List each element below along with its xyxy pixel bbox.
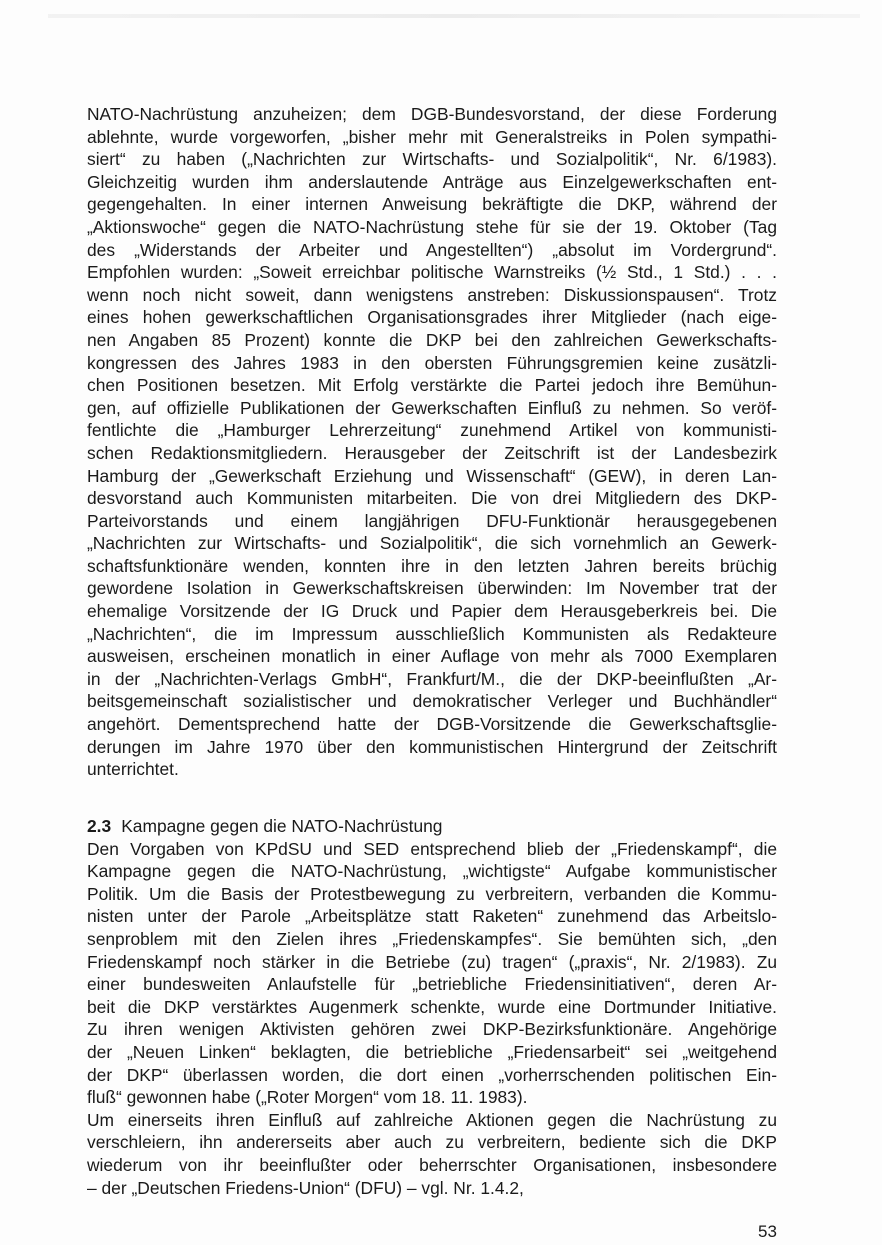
text-line: „Aktionswoche“ gegen die NATO-Nachrüstung stehe für sie der 19. Oktober (Tag — [87, 216, 777, 237]
section-heading — [87, 815, 777, 838]
section-title: Kampagne gegen die NATO-Nachrüstung — [121, 816, 443, 836]
text-line: ausweisen, erscheinen monatlich in einer Auflage von mehr als 7000 Exemplaren — [87, 646, 777, 667]
text-line: Gleichzeitig wurden ihm anderslautende Anträge aus Einzelgewerkschaften ent- — [87, 171, 777, 192]
text-line: Zu ihren wenigen Aktivisten gehören zwei DKP-Bezirksfunktionäre. Angehörige — [87, 1019, 777, 1040]
text-line: „Nachrichten“, die im Impressum ausschließlich Kommunisten als Redakteure — [87, 623, 777, 644]
text-line: in der „Nachrichten-Verlags GmbH“, Frankfurt/M., die der DKP-beeinflußten „Ar- — [87, 668, 777, 689]
text-line: der „Neuen Linken“ beklagten, die betriebliche „Friedensarbeit“ sei „weitgehend — [87, 1041, 777, 1062]
text-line: Friedenskampf noch stärker in die Betriebe (zu) tragen“ („praxis“, Nr. 2/1983). Zu — [87, 951, 777, 972]
text-line: ehemalige Vorsitzende der IG Druck und Papier dem Herausgeberkreis bei. Die — [87, 601, 777, 622]
text-line: chen Positionen besetzen. Mit Erfolg verstärkte die Partei jedoch ihre Bemühun- — [87, 375, 777, 396]
text-line: Empfohlen wurden: „Soweit erreichbar politische Warnstreiks (½ Std., 1 Std.) . . . — [87, 262, 777, 283]
scan-edge-shadow — [48, 14, 860, 18]
text-line: ablehnte, wurde vorgeworfen, „bisher mehr mit Generalstreiks in Polen sympathi- — [87, 126, 777, 147]
text-line: eines hohen gewerkschaftlichen Organisationsgrades ihrer Mitglieder (nach eige- — [87, 307, 777, 328]
text-line: des „Widerstands der Arbeiter und Angestellten“) „absolut im Vordergrund“. — [87, 239, 777, 260]
text-line: Kampagne gegen die NATO-Nachrüstung, „wichtigste“ Aufgabe kommunistischer — [87, 861, 777, 882]
text-line: angehört. Dementsprechend hatte der DGB-Vorsitzende die Gewerkschaftsglie- — [87, 714, 777, 735]
text-line: „Nachrichten zur Wirtschafts- und Sozialpolitik“, die sich vornehmlich an Gewerk- — [87, 533, 777, 554]
text-line: nen Angaben 85 Prozent) konnte die DKP bei den zahlreichen Gewerkschafts- — [87, 329, 777, 350]
text-line: fluß“ gewonnen habe („Roter Morgen“ vom 18. 11. 1983). — [87, 1087, 528, 1108]
text-line: kongressen des Jahres 1983 in den obersten Führungsgremien keine zusätzli- — [87, 352, 777, 373]
text-line: Politik. Um die Basis der Protestbewegung zu verbreitern, verbanden die Kommu- — [87, 883, 777, 904]
text-line: siert“ zu haben („Nachrichten zur Wirtschafts- und Sozialpolitik“, Nr. 6/1983). — [87, 149, 777, 170]
text-line: wiederum von ihr beeinflußter oder beherrschter Organisationen, insbesondere — [87, 1154, 777, 1175]
text-line: gen, auf offizielle Publikationen der Gewerkschaften Einfluß zu nehmen. So veröf- — [87, 397, 777, 418]
paragraph-1 — [87, 103, 777, 781]
text-line: beitsgemeinschaft sozialistischer und demokratischer Verleger und Buchhändler“ — [87, 691, 777, 712]
text-line: verschleiern, ihn andererseits aber auch zu verbreitern, bediente sich die DKP — [87, 1132, 777, 1153]
text-line: beit die DKP verstärktes Augenmerk schenkte, wurde eine Dortmunder Initiative. — [87, 996, 777, 1017]
text-line: derungen im Jahre 1970 über den kommunistischen Hintergrund der Zeitschrift — [87, 736, 777, 757]
text-line: schaftsfunktionäre wenden, konnten ihre in den letzten Jahren bereits brüchig — [87, 555, 777, 576]
text-line: der DKP“ überlassen worden, die dort einen „vorherrschenden politischen Ein- — [87, 1064, 777, 1085]
text-line: gewordene Isolation in Gewerkschaftskreisen überwinden: Im November trat der — [87, 578, 777, 599]
section-2-3 — [87, 815, 777, 1199]
text-line: fentlichte die „Hamburger Lehrerzeitung“ zunehmend Artikel von kommunisti- — [87, 420, 777, 441]
text-line: desvorstand auch Kommunisten mitarbeiten. Die von drei Mitgliedern des DKP- — [87, 488, 777, 509]
text-line: senproblem mit den Zielen ihres „Friedenskampfes“. Sie bemühten sich, „den — [87, 928, 777, 949]
text-line: unterrichtet. — [87, 759, 179, 780]
text-line: Hamburg der „Gewerkschaft Erziehung und Wissenschaft“ (GEW), in deren Lan- — [87, 465, 777, 486]
text-line: nisten unter der Parole „Arbeitsplätze statt Raketen“ zunehmend das Arbeitslo- — [87, 906, 777, 927]
text-line: Um einerseits ihren Einfluß auf zahlreiche Aktionen gegen die Nachrüstung zu — [87, 1109, 777, 1130]
text-line: NATO-Nachrüstung anzuheizen; dem DGB-Bundesvorstand, der diese Forderung — [87, 104, 777, 124]
text-line: – der „Deutschen Friedens-Union“ (DFU) – vgl. Nr. 1.4.2, — [87, 1177, 524, 1198]
text-line: gegengehalten. In einer internen Anweisung bekräftigte die DKP, während der — [87, 194, 777, 215]
text-line: wenn noch nicht soweit, dann wenigstens anstreben: Diskussionspausen“. Trotz — [87, 284, 777, 305]
page-number: 53 — [758, 1222, 777, 1241]
text-line: Parteivorstands und einem langjährigen DFU-Funktionär herausgegebenen — [87, 510, 777, 531]
text-line: einer bundesweiten Anlaufstelle für „betriebliche Friedensinitiativen“, deren Ar- — [87, 974, 777, 995]
text-line: schen Redaktionsmitgliedern. Herausgeber der Zeitschrift ist der Landesbezirk — [87, 442, 777, 463]
section-number: 2.3 — [87, 816, 112, 836]
text-line: Den Vorgaben von KPdSU und SED entsprechend blieb der „Friedenskampf“, die — [87, 838, 777, 859]
